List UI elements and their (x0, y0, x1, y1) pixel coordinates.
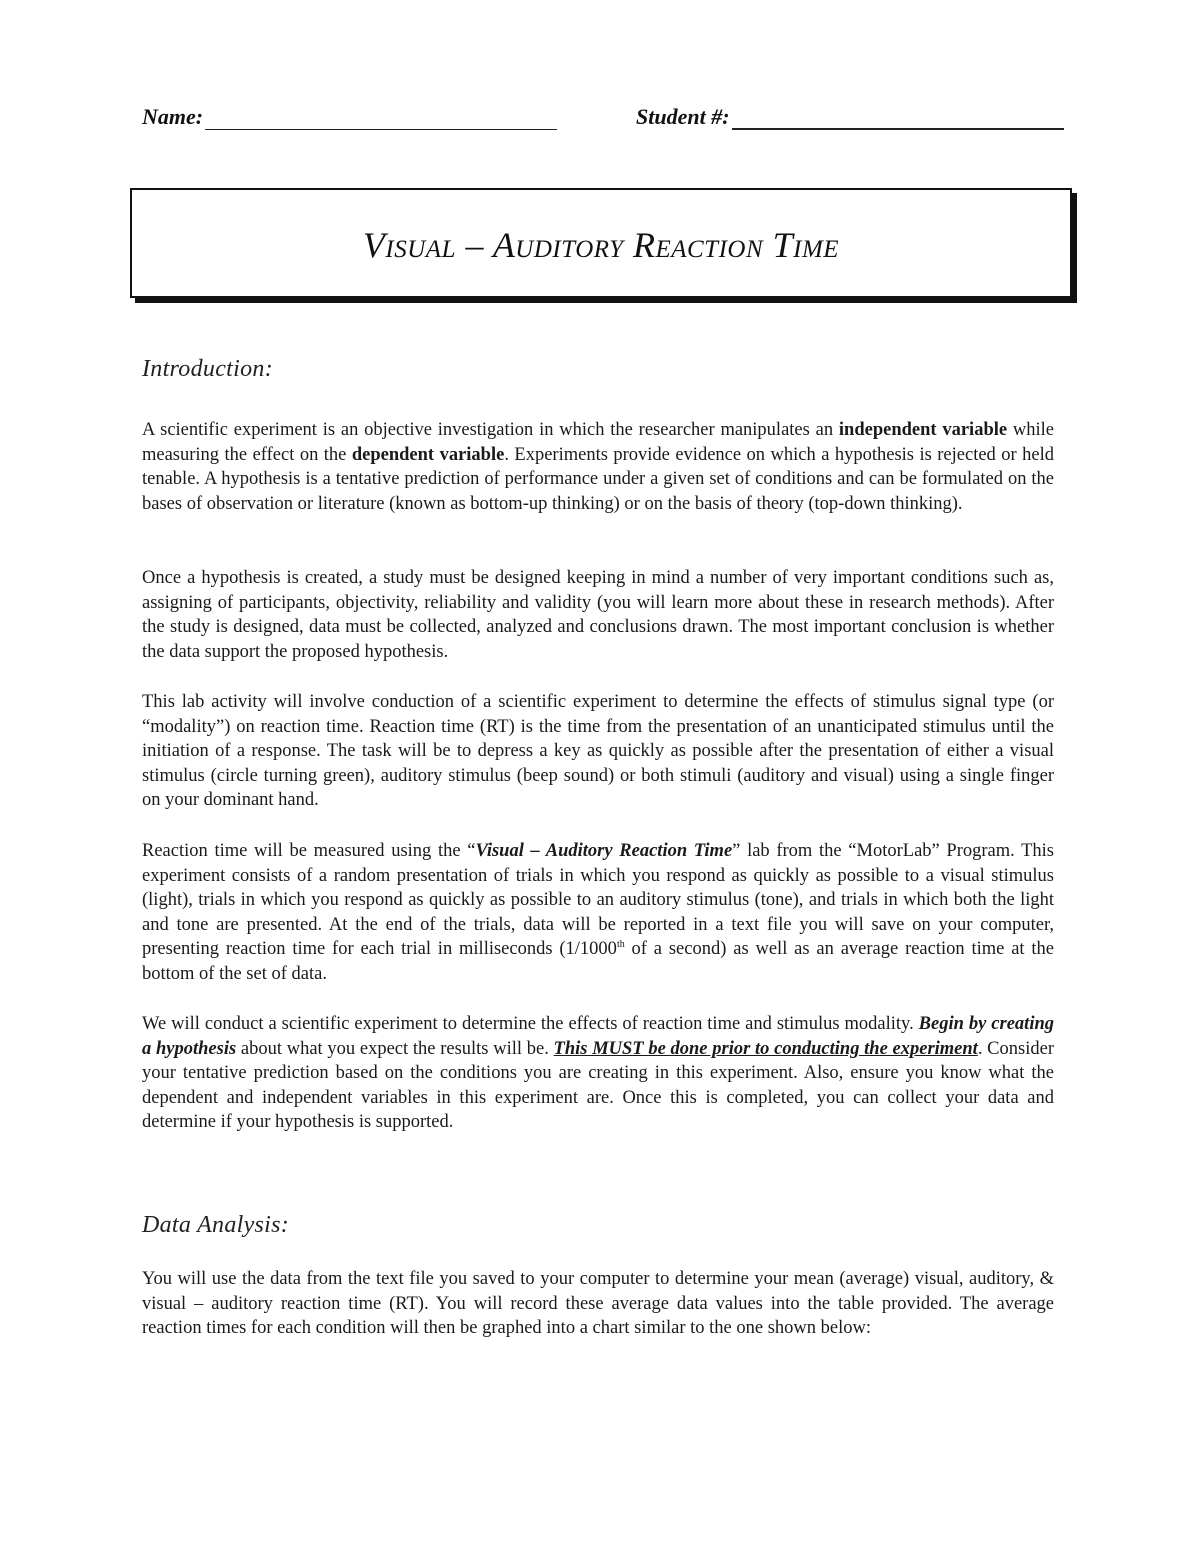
intro-p4-text-c: ” lab from the “MotorLab” Program. This experiment consists of a random presentation of trials in which you respond as quickly as possible to a visual stimulus (light), trials in which you respond as quickly as possible to an auditory stimulus (tone), and trials in which both the light and tone are presented. At the end of the trials, data will be reported in a text file you will save on your computer, presenting reaction time for each trial in milliseconds (1/1000 (142, 841, 1055, 960)
name-label: Name: (142, 104, 204, 129)
intro-paragraph-4 (142, 839, 1054, 987)
prior-warning-emphasis: This MUST be done prior to conducting the experiment (553, 1038, 978, 1059)
hypothesis-instruction-emphasis: Begin by creating a hypothesis (142, 1014, 1054, 1059)
intro-p5-text-c: about what you expect the results will be. (236, 1038, 554, 1059)
student-number-label: Student #: (636, 104, 730, 129)
intro-p4-text-a: Reaction time will be measured using the “ (142, 841, 476, 861)
intro-p1-text-a: A scientific experiment is an objective investigation in which the researcher manipulates an (142, 420, 839, 440)
intro-p4-text-d: of a second) as well as an average reaction time at the bottom of the set of data. (142, 939, 1054, 984)
intro-p1-text-c: while measuring the effect on the (142, 420, 1054, 465)
data-analysis-heading: Data Analysis: (142, 1212, 290, 1238)
intro-paragraph-3: This lab activity will involve conduction of a scientific experiment to determine the effects of stimulus signal type (or “modality”) on reaction time. Reaction time (RT) is the time from the presentation of an unanticipated stimulus until the initiation of a response. The task will be to depress a key as quickly as possible after the presentation of either a visual stimulus (circle turning green), auditory stimulus (beep sound) or both stimuli (auditory and visual) using a single finger on your dominant hand. (142, 692, 1054, 811)
dependent-variable-term: dependent variable (351, 444, 505, 465)
intro-paragraph-1 (142, 418, 1054, 516)
introduction-heading: Introduction: (142, 356, 273, 382)
student-number-blank-line[interactable] (732, 104, 1064, 130)
title-box (130, 188, 1072, 298)
identity-row (142, 104, 1072, 138)
intro-p1-text-e: . Experiments provide evidence on which a hypothesis is rejected or held tenable. A hypothesis is a tentative prediction of performance under a given set of conditions and can be formulated on the bases of observation or literature (known as bottom-up thinking) or on the basis of theory (top-down thinking). (142, 444, 1055, 514)
ordinal-superscript: th (616, 939, 625, 951)
data-analysis-paragraph: You will use the data from the text file you saved to your computer to determine your mean (average) visual, auditory, & visual – auditory reaction time (RT). You will record these average data values into the table provided. The average reaction times for each condition will then be graphed into a chart similar to the one shown below: (142, 1269, 1054, 1339)
intro-paragraph-2: Once a hypothesis is created, a study must be designed keeping in mind a number of very important conditions such as, assigning of participants, objectivity, reliability and validity (you will learn more about these in research methods). After the study is designed, data must be collected, analyzed and conclusions drawn. The most important conclusion is whether the data support the proposed hypothesis. (142, 568, 1054, 662)
document-title: Visual – Auditory Reaction Time (362, 225, 840, 265)
lab-name-emphasis: Visual – Auditory Reaction Time (475, 841, 733, 861)
intro-p5-text-e: . Consider your tentative prediction based on the conditions you are creating in this experiment. Also, ensure you know what the dependent and independent variables in this experiment are. Once this is completed, you can collect your data and determine if your hypothesis is supported. (142, 1038, 1054, 1133)
independent-variable-term: independent variable (838, 420, 1008, 440)
name-blank-line[interactable] (205, 105, 557, 130)
name-field (142, 104, 557, 130)
student-number-field (636, 104, 1064, 130)
intro-p5-text-a: We will conduct a scientific experiment to determine the effects of reaction time and stimulus modality. (142, 1014, 919, 1034)
intro-paragraph-5 (142, 1012, 1054, 1135)
